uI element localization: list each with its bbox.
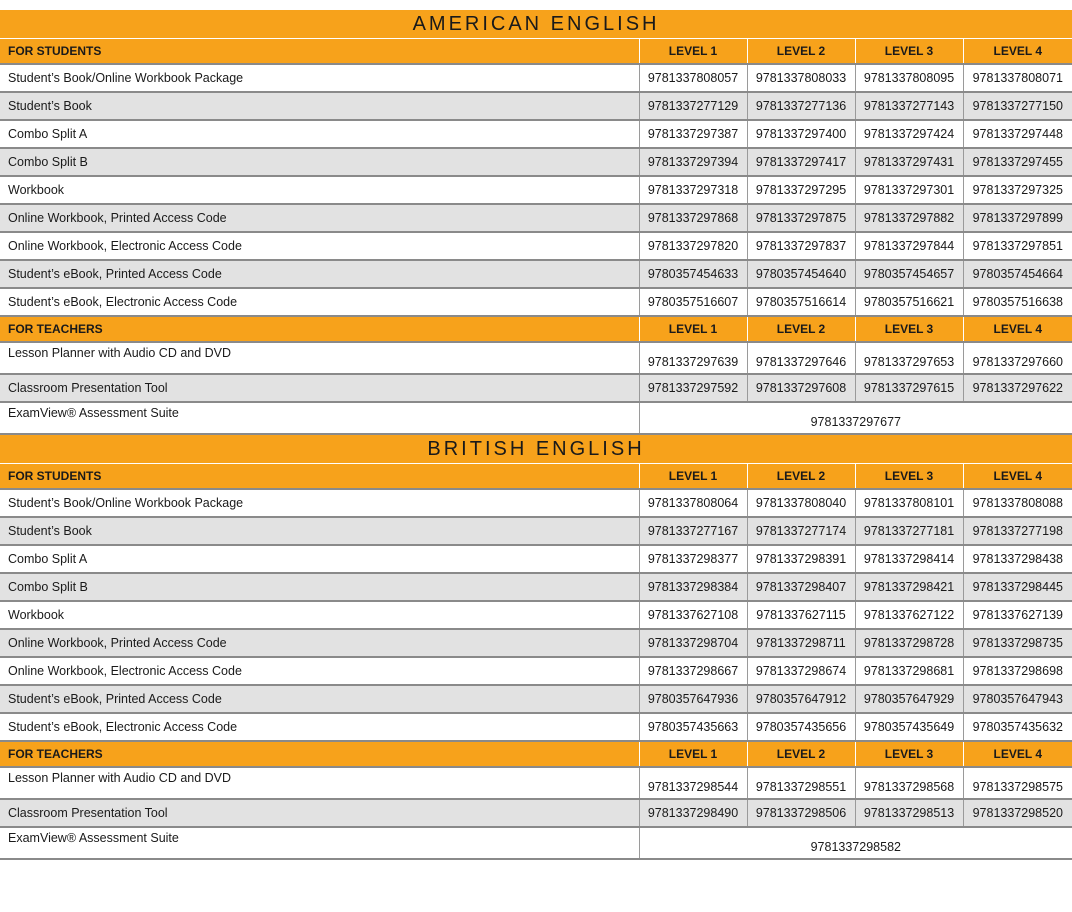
- product-name: Lesson Planner with Audio CD and DVD: [0, 342, 639, 374]
- isbn-level-2: 9781337298391: [747, 545, 855, 573]
- isbn-level-3: 9781337808101: [855, 489, 963, 517]
- isbn-level-3: 9781337627122: [855, 601, 963, 629]
- isbn-level-3: 9780357647929: [855, 685, 963, 713]
- table-row: [0, 489, 1072, 517]
- table-row: [0, 629, 1072, 657]
- isbn-level-2: 9781337808040: [747, 489, 855, 517]
- table-row: [0, 573, 1072, 601]
- isbn-level-3: 9781337298513: [855, 799, 963, 827]
- isbn-level-1: 9781337808057: [639, 64, 747, 92]
- isbn-all-levels: 9781337298582: [639, 827, 1072, 859]
- isbn-level-3: 9781337297424: [855, 120, 963, 148]
- isbn-level-2: 9781337627115: [747, 601, 855, 629]
- isbn-level-1: 9780357516607: [639, 288, 747, 316]
- isbn-level-2: 9780357647912: [747, 685, 855, 713]
- isbn-level-2: 9781337277174: [747, 517, 855, 545]
- level-1-header: LEVEL 1: [639, 464, 747, 490]
- isbn-level-3: 9781337297653: [855, 342, 963, 374]
- teachers-header-label: FOR TEACHERS: [0, 316, 639, 342]
- table-row: [0, 342, 1072, 374]
- level-4-header: LEVEL 4: [963, 741, 1072, 767]
- isbn-level-3: 9781337277181: [855, 517, 963, 545]
- british-teachers-header-row: [0, 741, 1072, 767]
- teachers-header-label: FOR TEACHERS: [0, 741, 639, 767]
- isbn-level-1: 9780357454633: [639, 260, 747, 288]
- isbn-level-4: 9780357647943: [963, 685, 1072, 713]
- isbn-level-4: 9781337808071: [963, 64, 1072, 92]
- product-name: Student’s Book/Online Workbook Package: [0, 489, 639, 517]
- students-header-label: FOR STUDENTS: [0, 39, 639, 65]
- product-name: Combo Split A: [0, 545, 639, 573]
- table-row: [0, 260, 1072, 288]
- table-row: [0, 92, 1072, 120]
- isbn-level-2: 9781337297608: [747, 374, 855, 402]
- isbn-level-3: 9781337297882: [855, 204, 963, 232]
- isbn-level-4: 9780357454664: [963, 260, 1072, 288]
- isbn-level-1: 9780357435663: [639, 713, 747, 741]
- isbn-level-2: 9780357435656: [747, 713, 855, 741]
- product-name: Classroom Presentation Tool: [0, 799, 639, 827]
- isbn-level-2: 9781337297295: [747, 176, 855, 204]
- table-row: [0, 176, 1072, 204]
- table-row: [0, 713, 1072, 741]
- isbn-level-1: 9781337627108: [639, 601, 747, 629]
- isbn-level-4: 9781337627139: [963, 601, 1072, 629]
- level-4-header: LEVEL 4: [963, 316, 1072, 342]
- isbn-level-4: 9781337297455: [963, 148, 1072, 176]
- product-name: Student’s eBook, Printed Access Code: [0, 260, 639, 288]
- isbn-level-4: 9781337298438: [963, 545, 1072, 573]
- section-title: AMERICAN ENGLISH: [0, 10, 1072, 39]
- isbn-tables: [0, 10, 1072, 860]
- isbn-level-4: 9781337297899: [963, 204, 1072, 232]
- isbn-level-4: 9781337298575: [963, 767, 1072, 799]
- table-row: [0, 767, 1072, 799]
- table-row: [0, 601, 1072, 629]
- isbn-level-3: 9781337808095: [855, 64, 963, 92]
- isbn-level-1: 9781337298704: [639, 629, 747, 657]
- isbn-level-3: 9780357516621: [855, 288, 963, 316]
- students-header-label: FOR STUDENTS: [0, 464, 639, 490]
- level-2-header: LEVEL 2: [747, 316, 855, 342]
- table-row: [0, 232, 1072, 260]
- product-name: Student’s eBook, Electronic Access Code: [0, 713, 639, 741]
- isbn-level-1: 9781337808064: [639, 489, 747, 517]
- isbn-level-4: 9781337297851: [963, 232, 1072, 260]
- isbn-level-2: 9781337297417: [747, 148, 855, 176]
- isbn-level-3: 9781337298421: [855, 573, 963, 601]
- isbn-level-4: 9781337297325: [963, 176, 1072, 204]
- isbn-level-1: 9781337298384: [639, 573, 747, 601]
- level-1-header: LEVEL 1: [639, 741, 747, 767]
- isbn-level-2: 9780357516614: [747, 288, 855, 316]
- product-name: Student’s eBook, Printed Access Code: [0, 685, 639, 713]
- isbn-level-4: 9781337298520: [963, 799, 1072, 827]
- isbn-level-3: 9781337297301: [855, 176, 963, 204]
- isbn-level-1: 9781337297387: [639, 120, 747, 148]
- isbn-level-2: 9781337297646: [747, 342, 855, 374]
- isbn-level-1: 9781337297639: [639, 342, 747, 374]
- isbn-level-1: 9781337277167: [639, 517, 747, 545]
- level-2-header: LEVEL 2: [747, 464, 855, 490]
- level-1-header: LEVEL 1: [639, 39, 747, 65]
- isbn-level-1: 9781337297394: [639, 148, 747, 176]
- isbn-level-3: 9781337298728: [855, 629, 963, 657]
- product-name: Student’s eBook, Electronic Access Code: [0, 288, 639, 316]
- table-row: [0, 64, 1072, 92]
- american-section-title-row: [0, 10, 1072, 39]
- product-name: Online Workbook, Electronic Access Code: [0, 232, 639, 260]
- isbn-level-3: 9780357435649: [855, 713, 963, 741]
- isbn-level-3: 9781337297431: [855, 148, 963, 176]
- isbn-level-4: 9780357516638: [963, 288, 1072, 316]
- isbn-level-1: 9781337277129: [639, 92, 747, 120]
- table-row: [0, 374, 1072, 402]
- product-name: Combo Split B: [0, 573, 639, 601]
- isbn-level-1: 9781337298377: [639, 545, 747, 573]
- british-section-title-row: [0, 434, 1072, 464]
- product-name: Online Workbook, Electronic Access Code: [0, 657, 639, 685]
- isbn-level-2: 9781337298711: [747, 629, 855, 657]
- table-row: [0, 799, 1072, 827]
- level-3-header: LEVEL 3: [855, 741, 963, 767]
- table-row: [0, 517, 1072, 545]
- isbn-level-4: 9781337298445: [963, 573, 1072, 601]
- table-row-examview: [0, 402, 1072, 434]
- product-name: Student’s Book: [0, 92, 639, 120]
- isbn-level-2: 9781337298551: [747, 767, 855, 799]
- isbn-level-1: 9780357647936: [639, 685, 747, 713]
- table-row: [0, 288, 1072, 316]
- isbn-level-4: 9781337298698: [963, 657, 1072, 685]
- isbn-level-2: 9781337298506: [747, 799, 855, 827]
- table-row: [0, 657, 1072, 685]
- isbn-level-4: 9780357435632: [963, 713, 1072, 741]
- level-3-header: LEVEL 3: [855, 39, 963, 65]
- isbn-level-1: 9781337297592: [639, 374, 747, 402]
- product-name: Student’s Book/Online Workbook Package: [0, 64, 639, 92]
- level-4-header: LEVEL 4: [963, 464, 1072, 490]
- british-students-header-row: [0, 464, 1072, 490]
- isbn-level-4: 9781337297448: [963, 120, 1072, 148]
- isbn-level-4: 9781337808088: [963, 489, 1072, 517]
- isbn-level-4: 9781337298735: [963, 629, 1072, 657]
- isbn-level-2: 9781337277136: [747, 92, 855, 120]
- product-name: Online Workbook, Printed Access Code: [0, 629, 639, 657]
- level-4-header: LEVEL 4: [963, 39, 1072, 65]
- isbn-level-4: 9781337277198: [963, 517, 1072, 545]
- isbn-level-3: 9781337298568: [855, 767, 963, 799]
- isbn-level-1: 9781337297318: [639, 176, 747, 204]
- isbn-level-2: 9780357454640: [747, 260, 855, 288]
- isbn-level-2: 9781337297837: [747, 232, 855, 260]
- isbn-level-3: 9781337277143: [855, 92, 963, 120]
- level-3-header: LEVEL 3: [855, 464, 963, 490]
- product-name: Lesson Planner with Audio CD and DVD: [0, 767, 639, 799]
- isbn-level-4: 9781337277150: [963, 92, 1072, 120]
- product-name: ExamView® Assessment Suite: [0, 402, 639, 434]
- level-3-header: LEVEL 3: [855, 316, 963, 342]
- isbn-level-1: 9781337298667: [639, 657, 747, 685]
- isbn-level-1: 9781337298490: [639, 799, 747, 827]
- american-teachers-header-row: [0, 316, 1072, 342]
- isbn-level-3: 9780357454657: [855, 260, 963, 288]
- table-row-examview: [0, 827, 1072, 859]
- table-row: [0, 545, 1072, 573]
- section-title: BRITISH ENGLISH: [0, 434, 1072, 464]
- product-name: Student’s Book: [0, 517, 639, 545]
- isbn-table-body: [0, 10, 1072, 859]
- level-1-header: LEVEL 1: [639, 316, 747, 342]
- product-name: Combo Split A: [0, 120, 639, 148]
- level-2-header: LEVEL 2: [747, 39, 855, 65]
- isbn-level-1: 9781337297820: [639, 232, 747, 260]
- isbn-level-2: 9781337298674: [747, 657, 855, 685]
- isbn-level-3: 9781337298414: [855, 545, 963, 573]
- table-row: [0, 204, 1072, 232]
- isbn-table: [0, 10, 1072, 860]
- level-2-header: LEVEL 2: [747, 741, 855, 767]
- isbn-level-4: 9781337297660: [963, 342, 1072, 374]
- american-students-header-row: [0, 39, 1072, 65]
- product-name: Workbook: [0, 176, 639, 204]
- isbn-level-3: 9781337297844: [855, 232, 963, 260]
- table-row: [0, 148, 1072, 176]
- table-row: [0, 685, 1072, 713]
- isbn-level-2: 9781337297875: [747, 204, 855, 232]
- isbn-level-1: 9781337298544: [639, 767, 747, 799]
- product-name: Classroom Presentation Tool: [0, 374, 639, 402]
- product-name: ExamView® Assessment Suite: [0, 827, 639, 859]
- isbn-level-1: 9781337297868: [639, 204, 747, 232]
- isbn-level-2: 9781337808033: [747, 64, 855, 92]
- product-name: Online Workbook, Printed Access Code: [0, 204, 639, 232]
- product-name: Combo Split B: [0, 148, 639, 176]
- isbn-level-4: 9781337297622: [963, 374, 1072, 402]
- isbn-level-2: 9781337298407: [747, 573, 855, 601]
- isbn-level-3: 9781337298681: [855, 657, 963, 685]
- isbn-all-levels: 9781337297677: [639, 402, 1072, 434]
- isbn-level-3: 9781337297615: [855, 374, 963, 402]
- product-name: Workbook: [0, 601, 639, 629]
- table-row: [0, 120, 1072, 148]
- isbn-level-2: 9781337297400: [747, 120, 855, 148]
